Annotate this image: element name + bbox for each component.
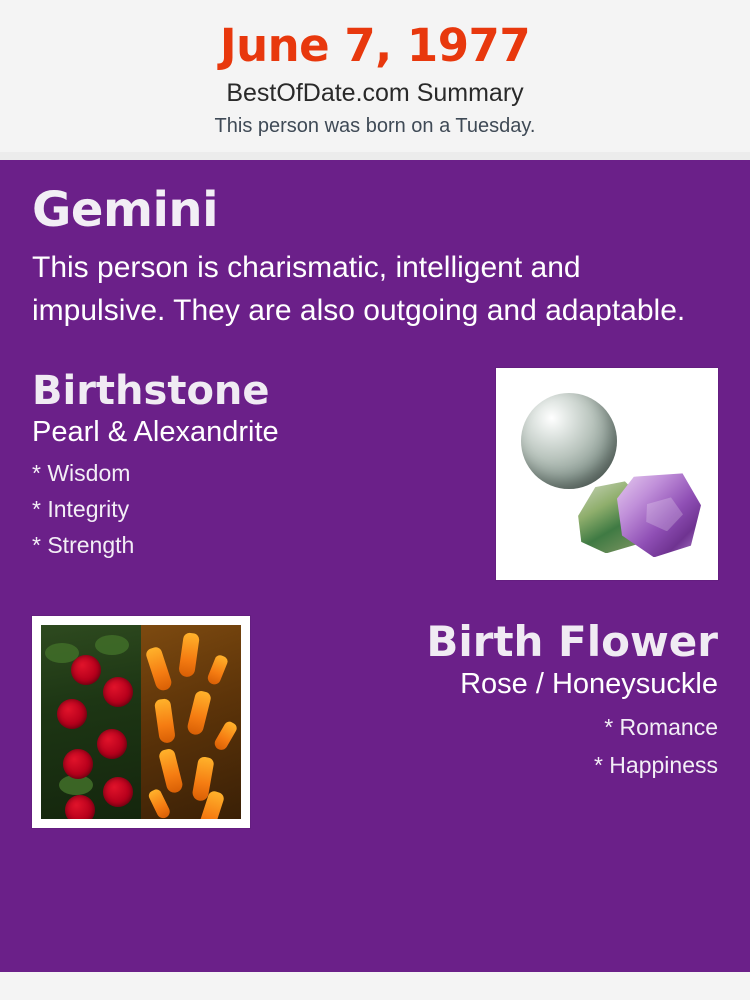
zodiac-description: This person is charismatic, intelligent and impulsive. They are also outgoing and adaptable. [32,251,686,328]
birthstone-image-frame [496,368,718,580]
rose-bloom [103,677,133,707]
birthstone-title: Birthstone [32,368,270,415]
honeysuckle-photo-half [141,625,241,819]
rose-photo-half [41,625,141,819]
birth-flower-image-frame [32,616,250,828]
birthstone-section [32,368,718,580]
rose-bloom [57,699,87,729]
rose-bloom [103,777,133,807]
site-summary-label: BestOfDate.com Summary [226,79,524,108]
zodiac-sign-title: Gemini [32,182,219,238]
weekday-note: This person was born on a Tuesday. [214,115,536,137]
list-item: * Happiness [593,752,718,779]
main-panel [0,160,750,972]
birthstone-traits [32,462,279,557]
birthstone-photo [505,377,709,571]
list-item: * Romance [604,714,718,741]
rose-bloom [97,729,127,759]
birth-flower-names: Rose / Honeysuckle [460,668,718,701]
birth-flower-section [32,616,718,828]
rose-bloom [65,795,95,819]
page-title: June 7, 1977 [219,19,531,72]
list-item: * Wisdom [32,460,131,487]
header-divider [0,152,750,160]
birth-flower-text [250,616,718,777]
birth-flower-photo [41,625,241,819]
birth-flower-traits [268,716,718,777]
birth-flower-title: Birth Flower [426,617,718,667]
card-header [0,0,750,152]
rose-bloom [71,655,101,685]
alexandrite-gem-shape [575,453,701,557]
birthstone-names: Pearl & Alexandrite [32,416,279,449]
birthstone-text [32,368,279,557]
list-item: * Integrity [32,496,130,523]
list-item: * Strength [32,532,135,559]
rose-bloom [63,749,93,779]
